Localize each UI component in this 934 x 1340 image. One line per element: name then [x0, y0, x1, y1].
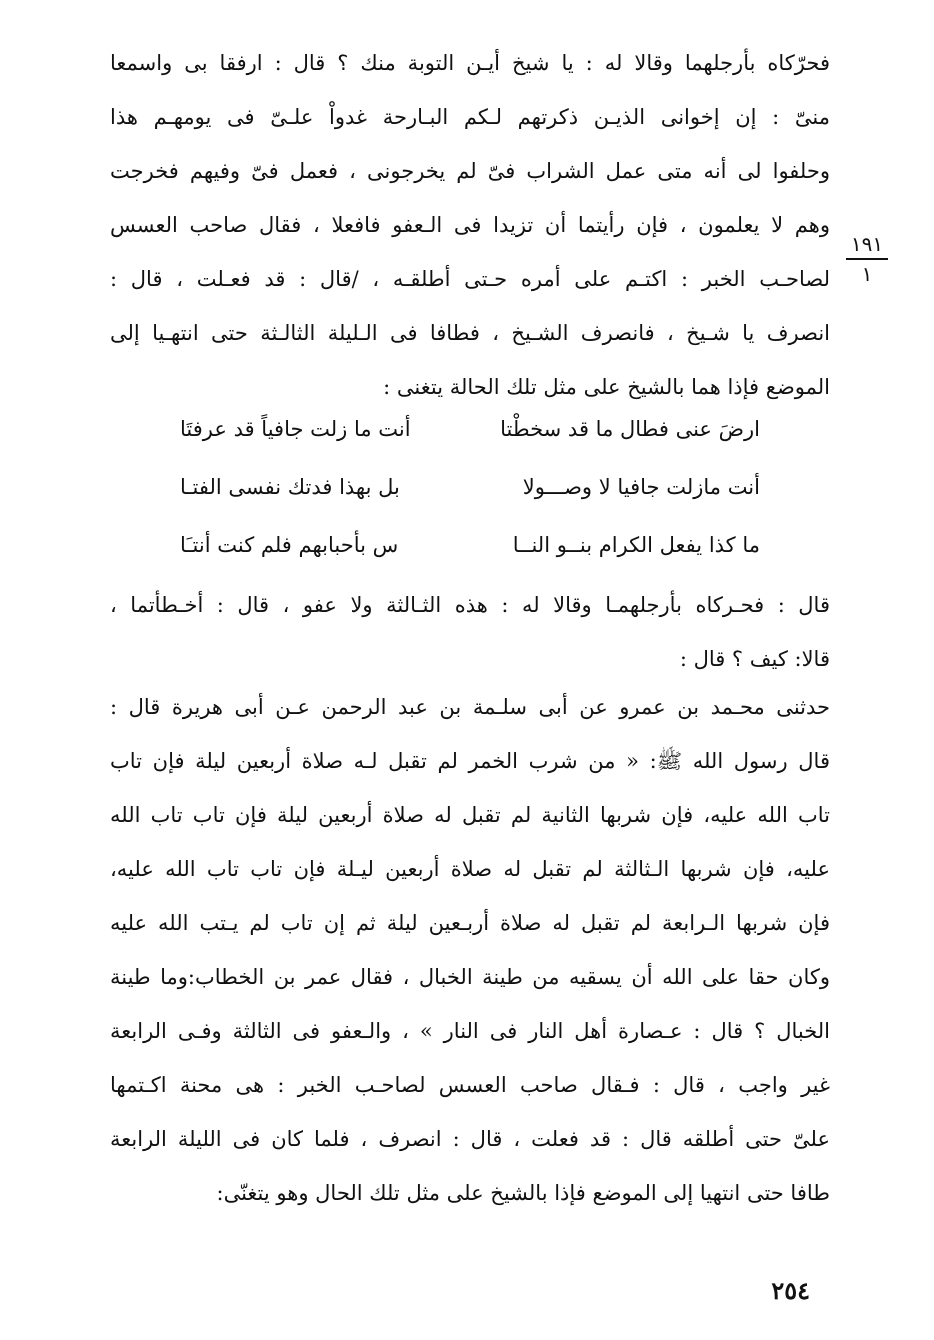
- text-line: وكان حقا على الله أن يسقيه من طينة الخبال ، فقال عمر بن الخطاب:وما طينة: [110, 965, 830, 989]
- text-line: طافا حتى انتهيا إلى الموضع فإذا بالشيخ على مثل تلك الحال وهو يتغنّى:: [216, 1181, 830, 1205]
- text-line: منىّ : إن إخوانى الذيـن ذكرتهم لـكم البـارحة غدواْ علـىّ فى يومهـم هذا: [110, 105, 830, 129]
- verse-row: [180, 458, 760, 516]
- margin-folio-top: ١٩١: [850, 232, 884, 256]
- verse-first-hemistich: ارضَ عنى فطال ما قد سخطْتا: [500, 417, 760, 441]
- verse-second-hemistich: بل بهذا فدتك نفسى الفتـا: [180, 475, 400, 499]
- text-line: الموضع فإذا هما بالشيخ على مثل تلك الحالة يتغنى :: [383, 375, 830, 399]
- text-line: تاب الله عليه، فإن شربها الثانية لم تقبل له صلاة أربعين ليلة فإن تاب تاب الله: [110, 803, 830, 827]
- verse-second-hemistich: س بأحبابهم فلم كنت أنتـَا: [180, 533, 399, 557]
- text-line: قال : فحـركاه بأرجلهمـا وقالا له : هذه الثـالثة ولا عفو ، قال : أخـطأتما ،: [110, 593, 830, 617]
- text-line: وهم لا يعلمون ، فإن رأيتما أن تزيدا فى الـعفو فافعلا ، فقال صاحب العسس: [110, 213, 830, 237]
- text-line: قالا: كيف ؟ قال :: [679, 647, 830, 671]
- text-line: غير واجب ، قال : فـقال صاحب العسس لصاحـب الخبر : هى محنة اكـتمها: [110, 1073, 830, 1097]
- text-line: علىّ حتى أطلقه قال : قد فعلت ، قال : انصرف ، فلما كان فى الليلة الرابعة: [110, 1127, 830, 1151]
- text-line: حدثنى محـمد بن عمرو عن أبى سلـمة بن عبد الرحمن عـن أبى هريرة قال :: [110, 695, 830, 719]
- text-line: فإن شربها الـرابعة لم تقبل له صلاة أربـعين ليلة ثم إن تاب لم يـتب الله عليه: [110, 911, 830, 935]
- verse-row: [180, 400, 760, 458]
- text-line: عليه، فإن شربها الـثالثة لم تقبل له صلاة أربعين ليـلة فإن تاب تاب الله عليه،: [110, 857, 830, 881]
- margin-folio-bottom: ١: [861, 262, 873, 286]
- verse-second-hemistich: أنت ما زلت جافياً قد عرفتَا: [180, 417, 411, 441]
- text-line: لصاحـب الخبر : اكتـم على أمره حـتى أطلقـه ، /قال : قد فعـلت ، قال :: [110, 267, 830, 291]
- text-line: قال رسول الله ﷺ: « من شرب الخمر لم تقبل لـه صلاة أربعين ليلة فإن تاب: [110, 749, 830, 773]
- verse-first-hemistich: أنت مازلت جافيا لا وصـــولا: [522, 475, 760, 499]
- page-number: ٢٥٤: [771, 1276, 810, 1305]
- paragraph-3: [110, 680, 830, 1220]
- verse-row: [180, 516, 760, 574]
- verse-first-hemistich: ما كذا يفعل الكرام بنــو النــا: [512, 533, 760, 557]
- margin-folio-rule: [846, 258, 888, 260]
- paragraph-2: [110, 578, 830, 686]
- text-line: وحلفوا لى أنه متى عمل الشراب فىّ لم يخرجونى ، فعمل فىّ وفيهم فخرجت: [110, 159, 830, 183]
- text-line: الخبال ؟ قال : عـصارة أهل النار فى النار » ، والـعفو فى الثالثة وفـى الرابعة: [110, 1019, 830, 1043]
- poem-verses: [180, 400, 760, 574]
- margin-folio-note: [842, 232, 892, 286]
- paragraph-1: [110, 36, 830, 414]
- text-line: انصرف يا شـيخ ، فانصرف الشـيخ ، فطافا فى الـليلة الثالـثة حتى انتهـيا إلى: [110, 321, 830, 345]
- text-line: فحرّكاه بأرجلهما وقالا له : يا شيخ أيـن التوبة منك ؟ قال : ارفقا بى واسمعا: [110, 51, 830, 75]
